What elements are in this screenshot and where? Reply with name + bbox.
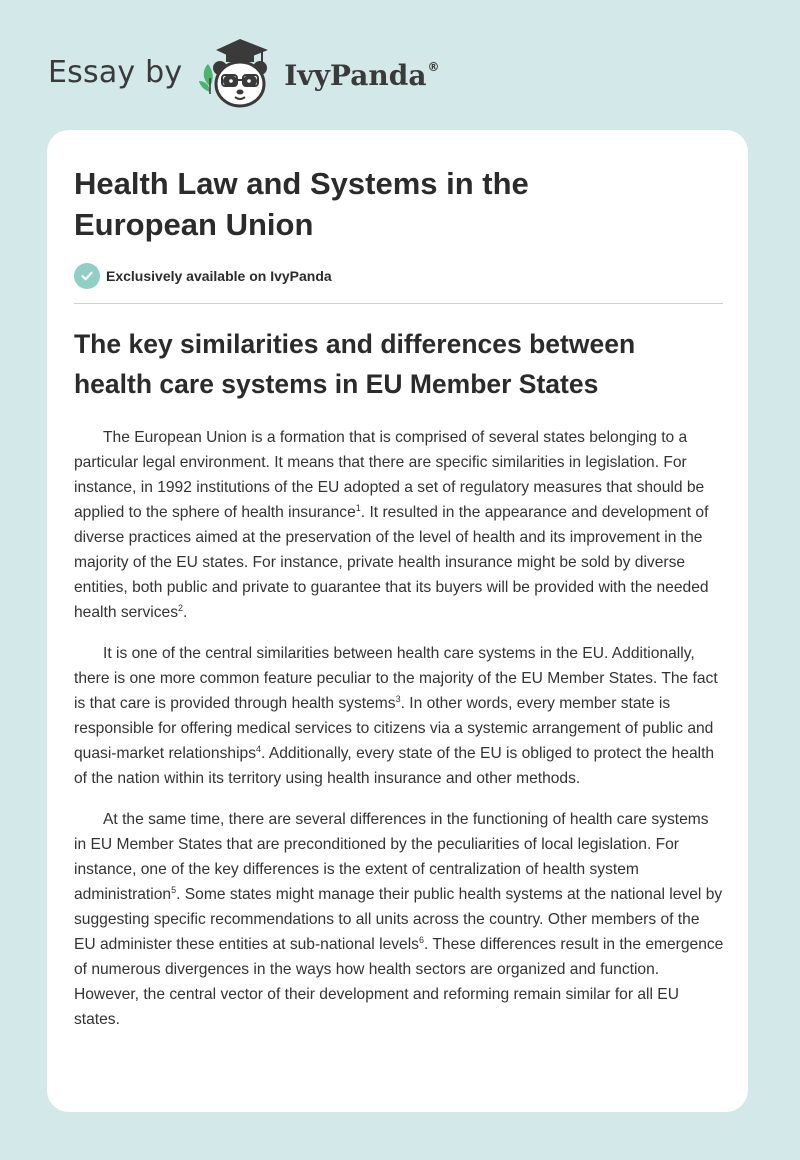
paragraph — [74, 641, 724, 791]
brand-prefix: Essay by — [48, 54, 183, 90]
registered-mark: ® — [427, 59, 440, 74]
paragraph-text: . These differences result in the emergence of numerous divergences in the ways how health sectors are organized and function. However, the central vector of their development and reforming remain similar for all EU states. — [74, 936, 724, 1028]
paragraph-text: . It resulted in the appearance and development of diverse practices aimed at the preservation of the level of health and its improvement in the majority of the EU states. For instance, private health insurance might be sold by diverse entities, both public and private to guarantee that its buyers will be provided with the needed health services — [74, 504, 709, 621]
site-header[interactable] — [48, 36, 439, 112]
panda-logo-icon — [196, 36, 280, 112]
footnote-ref: 2 — [178, 603, 184, 613]
exclusive-badge — [74, 263, 332, 289]
exclusive-label: Exclusively available on IvyPanda — [106, 268, 332, 284]
paragraph-text: It is one of the central similarities between health care systems in the EU. Additionally, there is one more common feature peculiar to the majority of the EU Member States. The fact is that care is provided through health systems — [74, 645, 718, 712]
paragraph-text: . — [183, 604, 188, 621]
paragraph-text: The European Union is a formation that is comprised of several states belonging to a particular legal environment. It means that there are specific similarities in legislation. For instance, in 1992 institutions of the EU adopted a set of regulatory measures that should be applied to the sphere of health insurance — [74, 429, 705, 521]
paragraph — [74, 425, 724, 625]
footnote-ref: 4 — [256, 744, 262, 754]
check-circle-icon — [74, 263, 100, 289]
brand-name: IvyPanda® — [284, 58, 440, 92]
section-heading: The key similarities and differences between health care systems in EU Member States — [74, 329, 636, 399]
paragraph — [74, 807, 724, 1032]
paragraph-text: . In other words, every member state is responsible for offering medical services to citizens via a systemic arrangement of public and quasi-market relationships — [74, 695, 714, 762]
paragraph-text: . Additionally, every state of the EU is obliged to protect the health of the nation within its territory using health insurance and other methods. — [74, 745, 715, 787]
paragraph-text: . Some states might manage their public health systems at the national level by suggesting specific recommendations to all units across the country. Other members of the EU administer these entities at sub-national levels — [74, 886, 723, 953]
footnote-ref: 1 — [355, 503, 361, 513]
footnote-ref: 5 — [171, 885, 177, 895]
footnote-ref: 3 — [395, 694, 401, 704]
paragraph-text: At the same time, there are several differences in the functioning of health care systems in EU Member States that are preconditioned by the peculiarities of local legislation. For instance, one of the key differences is the extent of centralization of health system administration — [74, 811, 709, 903]
divider — [74, 303, 723, 304]
essay-title: Health Law and Systems in the European Union — [74, 166, 529, 242]
essay-body — [74, 425, 724, 1048]
footnote-ref: 6 — [418, 935, 424, 945]
essay-card — [47, 130, 748, 1112]
